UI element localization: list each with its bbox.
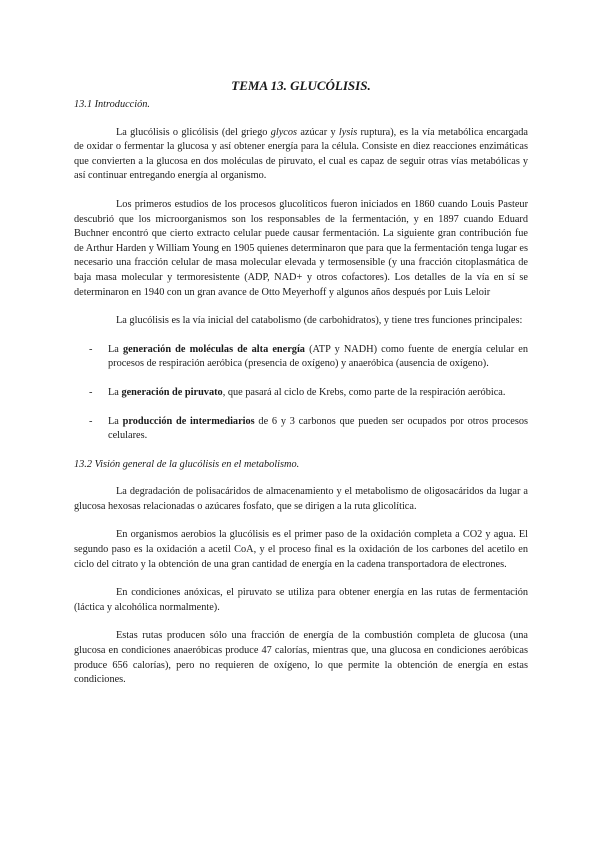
document-page [74,70,528,702]
text-run: de 6 y 3 carbonos que pueden ser ocupados por otros procesos celulares. [108,415,528,442]
text-run: La [108,343,123,355]
list-item [74,386,528,401]
section-heading-overview: 13.2 Visión general de la glucólisis en el metabolismo. [74,458,300,470]
text-run: , que pasará al ciclo de Krebs, como parte de la respiración aeróbica. [222,386,506,398]
bold-term: generación de moléculas de alta energía [123,343,305,355]
text-run: La [108,415,123,427]
paragraph-intro [74,126,528,184]
paragraph-energy: Estas rutas producen sólo una fracción de energía de la combustión completa de glucosa (una glucosa en condiciones anaeróbicas produce 47 calorías, mientras que, una glucosa en condiciones aeróbicas produce 656 calorías), pero no requieren de oxígeno, lo que permite la obtención de energía en estas condiciones. [74,630,528,686]
bold-term: generación de piruvato [121,386,223,398]
italic-term-glycos: glycos [270,126,298,138]
text-run: La glucólisis o glicólisis (del griego [116,126,271,138]
paragraph-degradation: La degradación de polisacáridos de almacenamiento y el metabolismo de oligosacáridos da lugar a glucosa hexosas relacionadas o azúcares fosfato, que se dirigen a la ruta glicolítica. [74,486,528,512]
bold-term: producción de intermediarios [122,415,255,427]
italic-term-lysis: lysis [338,126,358,138]
paragraph-functions: La glucólisis es la vía inicial del catabolismo (de carbohidratos), y tiene tres funciones principales: [116,315,523,327]
text-run: (ATP y NADH) como fuente de energía celular en procesos de respiración aeróbica (presencia de oxígeno) y anaeróbica (ausencia de oxígeno). [108,343,528,370]
paragraph-history: Los primeros estudios de los procesos glucolíticos fueron iniciados en 1860 cuando Louis Pasteur descubrió que los microorganismos son los responsables de la fermentación, y en 1897 cuando Eduard Buchner encontró que cierto extracto celular puede causar fermentación. La siguiente gran contribución fue de Arthur Harden y William Young en 1905 quienes determinaron que para que la fermentación tenga lugar es necesario una fracción celular de masa molecular elevada y termosensible (y una fracción citoplasmática de baja masa molecular y termoresistente (ADP, NAD+ y otros cofactores). Los detalles de la vía en sí se determinaron en 1940 con un gran avance de Otto Meyerhoff y algunos años después por Luis Leloir [74,198,528,298]
section-heading-intro: 13.1 Introducción. [74,99,150,110]
text-run: ruptura), es la vía metabólica encargada de oxidar o fermentar la glucosa y así obtener energía para la célula. Consiste en diez reacciones enzimáticas que convierten a la glucosa en dos moléculas de piruvato, el cual es capaz de seguir otras vías metabólicas y así continuar entregando energía al organismo. [74,126,528,182]
text-run: La [108,386,122,398]
list-item [74,343,528,372]
document-title: TEMA 13. GLUCÓLISIS. [231,78,371,93]
functions-list [74,343,528,444]
paragraph-aerobic: En organismos aerobios la glucólisis es el primer paso de la oxidación completa a CO2 y agua. El segundo paso es la oxidación a acetil CoA, y el proceso final es la oxidación de los carbones del acetilo en ciclo del citrato y la obtención de una gran cantidad de energía en la cadena transportadora de electrones. [74,529,528,570]
list-item [74,415,528,444]
paragraph-anoxic: En condiciones anóxicas, el piruvato se utiliza para obtener energía en las rutas de fermentación (láctica y alcohólica normalmente). [74,587,528,613]
text-run: azúcar y [297,126,339,138]
